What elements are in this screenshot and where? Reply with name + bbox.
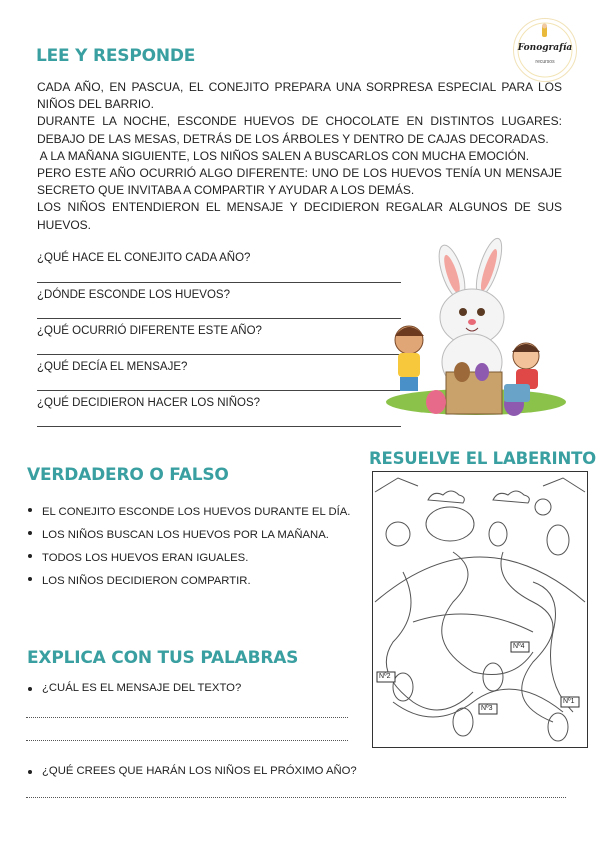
section-heading-true-false: VERDADERO O FALSO bbox=[27, 465, 229, 485]
answer-line[interactable] bbox=[37, 318, 401, 319]
answer-line-dotted[interactable] bbox=[26, 797, 566, 798]
explain-question-text: ¿QUÉ CREES QUE HARÁN LOS NIÑOS EL PRÓXIMO AÑO? bbox=[42, 765, 357, 777]
explain-question bbox=[24, 680, 354, 696]
story-paragraph: DURANTE LA NOCHE, ESCONDE HUEVOS DE CHOCOLATE EN DISTINTOS LUGARES: DEBAJO DE LAS MESAS, DETRÁS DE LOS ÁRBOLES Y DENTRO DE CAJAS DECORADAS. bbox=[37, 114, 562, 146]
explain-question bbox=[24, 763, 584, 779]
story-text bbox=[37, 79, 562, 234]
section-heading-maze: RESUELVE EL LABERINTO bbox=[369, 449, 596, 468]
true-false-list bbox=[24, 501, 354, 593]
story-paragraph: CADA AÑO, EN PASCUA, EL CONEJITO PREPARA UNA SORPRESA ESPECIAL PARA LOS NIÑOS DEL BARRIO. bbox=[37, 80, 562, 112]
explain-question-text: ¿CUÁL ES EL MENSAJE DEL TEXTO? bbox=[42, 682, 242, 694]
answer-line[interactable] bbox=[37, 282, 401, 283]
true-false-item-text: EL CONEJITO ESCONDE LOS HUEVOS DURANTE EL DÍA. bbox=[42, 506, 351, 518]
answer-line[interactable] bbox=[37, 426, 401, 427]
question-label: ¿QUÉ HACE EL CONEJITO CADA AÑO? bbox=[37, 252, 251, 264]
maze-sign-1: Nº1 bbox=[563, 698, 575, 705]
true-false-item[interactable] bbox=[24, 547, 354, 570]
maze-drawing-icon bbox=[373, 472, 587, 747]
true-false-item-text: LOS NIÑOS BUSCAN LOS HUEVOS POR LA MAÑANA. bbox=[42, 529, 329, 541]
question-label: ¿QUÉ OCURRIÓ DIFERENTE ESTE AÑO? bbox=[37, 325, 262, 337]
easter-illustration bbox=[384, 232, 566, 418]
maze-sign-4: Nº4 bbox=[513, 643, 525, 650]
question-label: ¿QUÉ DECIDIERON HACER LOS NIÑOS? bbox=[37, 397, 261, 409]
section-heading-explain: EXPLICA CON TUS PALABRAS bbox=[27, 648, 299, 668]
question-label: ¿QUÉ DECÍA EL MENSAJE? bbox=[37, 361, 188, 373]
answer-line[interactable] bbox=[37, 354, 401, 355]
maze-puzzle[interactable] bbox=[372, 471, 588, 748]
story-paragraph: LOS NIÑOS ENTENDIERON EL MENSAJE Y DECIDIERON REGALAR ALGUNOS DE SUS HUEVOS. bbox=[37, 200, 562, 232]
logo-title: Fonografía bbox=[517, 43, 573, 53]
true-false-item[interactable] bbox=[24, 570, 354, 593]
section-heading-read: LEE Y RESPONDE bbox=[36, 46, 196, 66]
story-paragraph: PERO ESTE AÑO OCURRIÓ ALGO DIFERENTE: UNO DE LOS HUEVOS TENÍA UN MENSAJE SECRETO QUE INVITABA A COMPARTIR Y AYUDAR A LOS DEMÁS. bbox=[37, 166, 562, 198]
true-false-item-text: LOS NIÑOS DECIDIERON COMPARTIR. bbox=[42, 575, 251, 587]
true-false-item[interactable] bbox=[24, 524, 354, 547]
explain-list bbox=[24, 680, 354, 696]
explain-list bbox=[24, 763, 584, 779]
maze-sign-2: Nº2 bbox=[379, 673, 391, 680]
easter-bunny-icon bbox=[384, 232, 566, 418]
logo bbox=[513, 18, 577, 82]
logo-subtitle: recursos bbox=[535, 59, 555, 65]
answer-line-dotted[interactable] bbox=[26, 717, 348, 718]
story-paragraph: A LA MAÑANA SIGUIENTE, LOS NIÑOS SALEN A BUSCARLOS CON MUCHA EMOCIÓN. bbox=[37, 148, 530, 163]
answer-line-dotted[interactable] bbox=[26, 740, 348, 741]
maze-sign-3: Nº3 bbox=[481, 705, 493, 712]
true-false-item-text: TODOS LOS HUEVOS ERAN IGUALES. bbox=[42, 552, 249, 564]
answer-line[interactable] bbox=[37, 390, 401, 391]
question-label: ¿DÓNDE ESCONDE LOS HUEVOS? bbox=[37, 289, 230, 301]
true-false-item[interactable] bbox=[24, 501, 354, 524]
